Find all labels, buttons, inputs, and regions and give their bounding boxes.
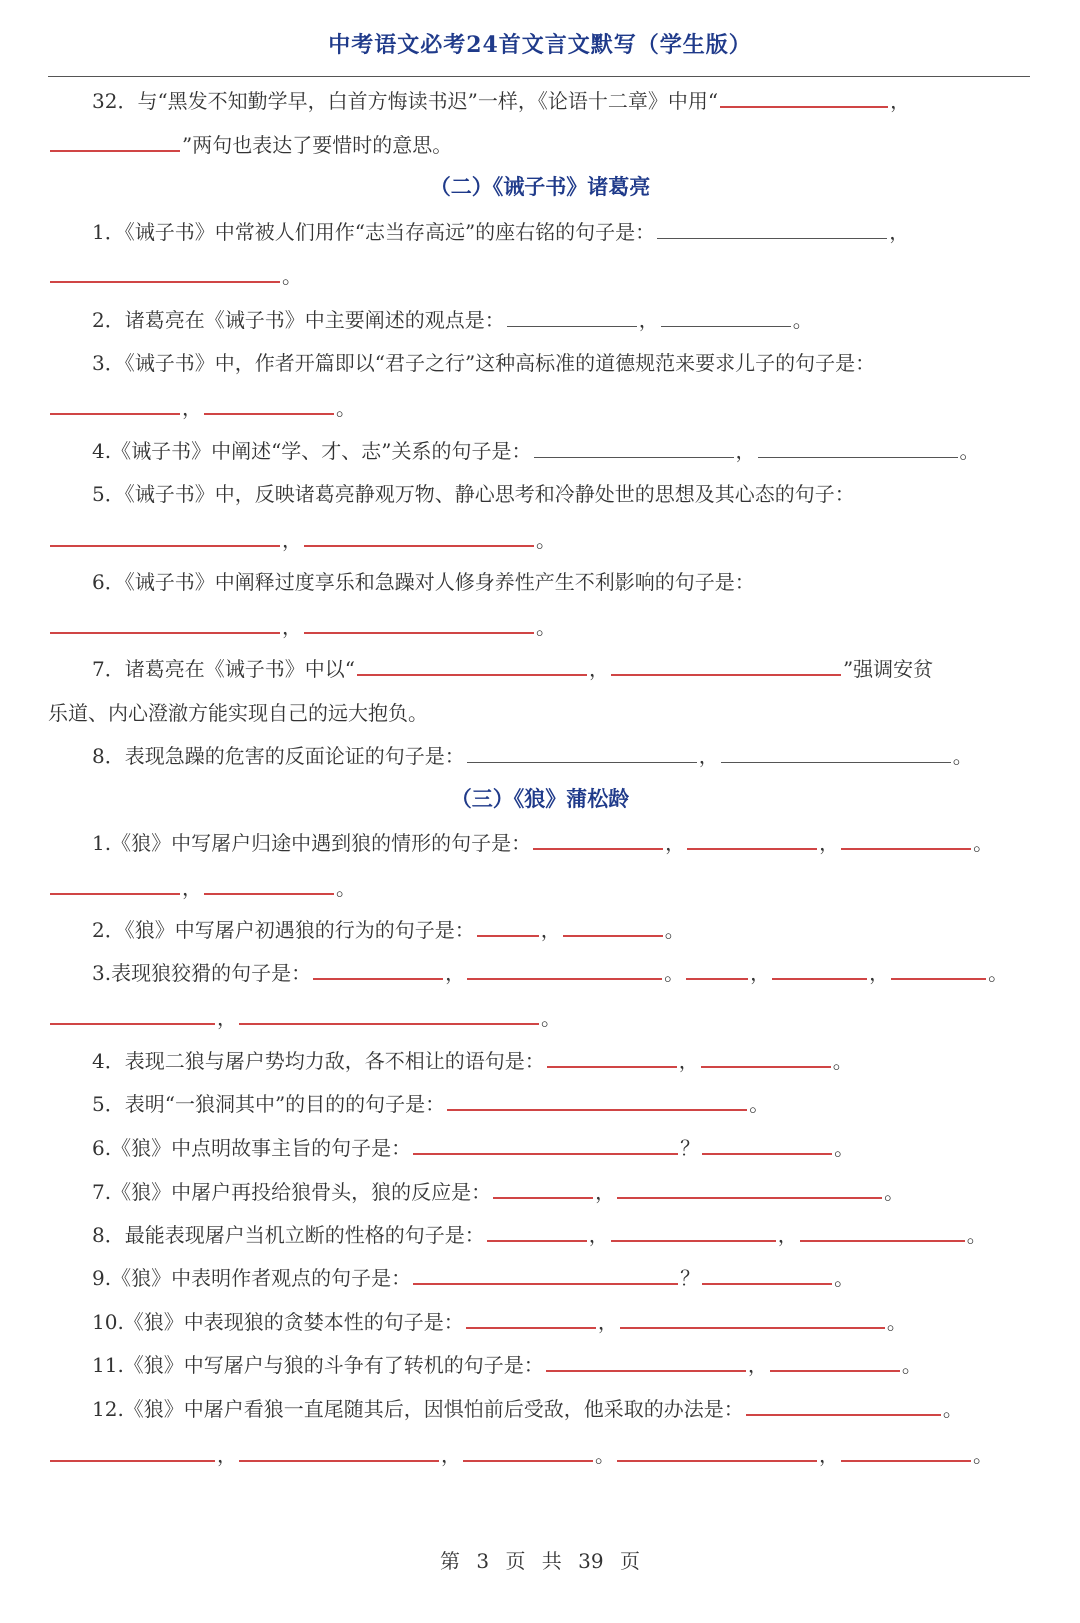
answer-blank[interactable] <box>487 1222 587 1242</box>
punct: ， <box>595 1180 616 1204</box>
question-text: 12.《狼》中屠户看狼一直尾随其后，因惧怕前后受敌，他采取的办法是： <box>92 1397 744 1421</box>
s3-question-5 <box>48 1089 1030 1119</box>
s2-question-3-cont <box>48 393 1030 423</box>
punct: ？ <box>680 1136 701 1160</box>
answer-blank[interactable] <box>467 960 662 980</box>
answer-blank[interactable] <box>770 1352 900 1372</box>
s2-question-7 <box>48 654 1030 684</box>
answer-blank[interactable] <box>701 1048 831 1068</box>
answer-blank[interactable] <box>493 1179 593 1199</box>
answer-blank[interactable] <box>239 1442 439 1462</box>
answer-blank[interactable] <box>313 960 443 980</box>
question-text: 32．与“黑发不知勤学早，白首方悔读书迟”一样，《论语十二章》中用“ <box>92 89 719 113</box>
question-text: 8．表现急躁的危害的反面论证的句子是： <box>92 744 465 768</box>
answer-blank[interactable] <box>466 1309 596 1329</box>
s3-question-11 <box>48 1350 1030 1380</box>
answer-blank[interactable] <box>758 439 958 458</box>
page-header-title: 中考语文必考24首文言文默写（学生版） <box>328 32 752 58</box>
answer-blank[interactable] <box>661 308 791 327</box>
s2-question-5-cont <box>48 525 1030 555</box>
answer-blank[interactable] <box>507 308 637 327</box>
s3-question-8 <box>48 1220 1030 1250</box>
answer-blank[interactable] <box>547 1048 677 1068</box>
punct: ， <box>819 831 840 855</box>
answer-blank[interactable] <box>533 830 663 850</box>
punct: ， <box>597 1310 618 1334</box>
answer-blank[interactable] <box>204 395 334 415</box>
answer-blank[interactable] <box>447 1091 747 1111</box>
punct: ， <box>540 918 561 942</box>
section-3-title: （三）《狼》蒲松龄 <box>450 786 630 811</box>
punct: 。 <box>988 961 1009 985</box>
punct: ， <box>750 961 771 985</box>
s3-question-1-cont <box>48 873 1030 903</box>
answer-blank[interactable] <box>50 527 280 547</box>
s3-question-12-cont <box>48 1440 1030 1470</box>
punct: 。 <box>952 744 973 768</box>
answer-blank[interactable] <box>304 614 534 634</box>
answer-blank[interactable] <box>617 1179 882 1199</box>
punct: ， <box>588 1223 609 1247</box>
punct: ？ <box>680 1266 701 1290</box>
header-divider <box>48 76 1030 77</box>
answer-blank[interactable] <box>413 1265 678 1285</box>
answer-blank[interactable] <box>463 1442 593 1462</box>
punct: 。 <box>664 961 685 985</box>
punct: ， <box>735 439 756 463</box>
question-text: 5．表明“一狼洞其中”的目的的句子是： <box>92 1092 446 1116</box>
punct: 。 <box>884 1180 905 1204</box>
punct: 。 <box>942 1397 963 1421</box>
punct: 。 <box>749 1092 770 1116</box>
s2-question-1 <box>48 217 1030 247</box>
punct: ， <box>889 220 910 244</box>
punct: ， <box>890 89 911 113</box>
question-32-line1 <box>48 86 1030 116</box>
punct: 。 <box>336 396 356 420</box>
punct: 。 <box>536 528 556 552</box>
punct: 。 <box>536 615 556 639</box>
question-text: 1.《狼》中写屠户归途中遇到狼的情形的句子是： <box>92 831 532 855</box>
punct: 。 <box>792 308 813 332</box>
question-text: 6.《狼》中点明故事主旨的句子是： <box>92 1136 412 1160</box>
answer-blank[interactable] <box>467 744 697 763</box>
answer-blank[interactable] <box>413 1135 678 1155</box>
answer-blank[interactable] <box>617 1442 817 1462</box>
question-text: ”两句也表达了要惜时的意思。 <box>182 133 453 157</box>
answer-blank[interactable] <box>800 1222 965 1242</box>
question-text: 乐道、内心澄澈方能实现自己的远大抱负。 <box>48 701 428 725</box>
answer-blank[interactable] <box>702 1135 832 1155</box>
punct: ， <box>588 657 609 681</box>
question-text: 4．表现二狼与屠户势均力敌，各不相让的语句是： <box>92 1049 545 1073</box>
s3-question-4 <box>48 1046 1030 1076</box>
answer-blank[interactable] <box>721 744 951 763</box>
punct: 。 <box>664 918 685 942</box>
answer-blank[interactable] <box>746 1396 941 1416</box>
question-text: 2．《狼》中写屠户初遇狼的行为的句子是： <box>92 918 475 942</box>
s2-question-6 <box>48 567 1030 597</box>
question-text: 5．《诫子书》中，反映诸葛亮静观万物、静心思考和冷静处世的思想及其心态的句子： <box>92 482 855 506</box>
s2-question-5 <box>48 479 1030 509</box>
answer-blank[interactable] <box>841 830 971 850</box>
punct: ， <box>665 831 686 855</box>
punct: ， <box>182 396 202 420</box>
answer-blank[interactable] <box>50 395 180 415</box>
s3-question-7 <box>48 1177 1030 1207</box>
s3-question-12 <box>48 1394 1030 1424</box>
punct: ， <box>445 961 466 985</box>
answer-blank[interactable] <box>772 960 867 980</box>
punct: 。 <box>832 1049 853 1073</box>
answer-blank[interactable] <box>720 88 888 108</box>
punct: 。 <box>336 876 356 900</box>
question-text: 7.《狼》中屠户再投给狼骨头，狼的反应是： <box>92 1180 492 1204</box>
punct: ， <box>217 1443 237 1467</box>
answer-blank[interactable] <box>50 1442 215 1462</box>
punct: ， <box>819 1443 839 1467</box>
question-text: 3.表现狼狡猾的句子是： <box>92 961 312 985</box>
question-text: 1．《诫子书》中常被人们用作“志当存高远”的座右铭的句子是： <box>92 220 656 244</box>
question-text: 4.《诫子书》中阐述“学、才、志”关系的句子是： <box>92 439 532 463</box>
answer-blank[interactable] <box>50 1005 215 1025</box>
punct: ， <box>282 528 302 552</box>
answer-blank[interactable] <box>50 614 280 634</box>
answer-blank[interactable] <box>687 830 817 850</box>
punct: ， <box>678 1049 699 1073</box>
answer-blank[interactable] <box>50 263 280 283</box>
page-number: 第 3 页 共 39 页 <box>440 1549 640 1573</box>
answer-blank[interactable] <box>891 960 986 980</box>
answer-blank[interactable] <box>204 875 334 895</box>
s2-question-3 <box>48 348 1030 378</box>
punct: 。 <box>966 1223 987 1247</box>
punct: ， <box>747 1353 768 1377</box>
s3-question-2 <box>48 915 1030 945</box>
question-32-line2 <box>48 130 1030 160</box>
punct: 。 <box>282 264 302 288</box>
answer-blank[interactable] <box>686 960 748 980</box>
answer-blank[interactable] <box>239 1005 539 1025</box>
question-text: 2．诸葛亮在《诫子书》中主要阐述的观点是： <box>92 308 505 332</box>
answer-blank[interactable] <box>563 917 663 937</box>
question-text: 9.《狼》中表明作者观点的句子是： <box>92 1266 412 1290</box>
s2-question-4 <box>48 436 1030 466</box>
punct: ， <box>638 308 659 332</box>
question-text: 10.《狼》中表现狼的贪婪本性的句子是： <box>92 1310 464 1334</box>
s2-question-7-cont <box>48 698 1030 728</box>
punct: 。 <box>959 439 980 463</box>
question-text: 6．《诫子书》中阐释过度享乐和急躁对人修身养性产生不利影响的句子是： <box>92 570 755 594</box>
answer-blank[interactable] <box>50 132 180 152</box>
question-text: ”强调安贫 <box>842 657 934 681</box>
answer-blank[interactable] <box>620 1309 885 1329</box>
answer-blank[interactable] <box>657 220 887 239</box>
answer-blank[interactable] <box>702 1265 832 1285</box>
punct: 。 <box>834 1136 855 1160</box>
section-2-title: （二）《诫子书》诸葛亮 <box>429 174 651 199</box>
question-text: 11.《狼》中写屠户与狼的斗争有了转机的句子是： <box>92 1353 544 1377</box>
question-text: 7．诸葛亮在《诫子书》中以“ <box>92 657 355 681</box>
punct: ， <box>441 1443 461 1467</box>
punct: ， <box>777 1223 798 1247</box>
answer-blank[interactable] <box>357 656 587 676</box>
s2-question-2 <box>48 305 1030 335</box>
answer-blank[interactable] <box>304 527 534 547</box>
s3-question-1 <box>48 828 1030 858</box>
punct: ， <box>698 744 719 768</box>
punct: ， <box>282 615 302 639</box>
s3-question-6 <box>48 1133 1030 1163</box>
answer-blank[interactable] <box>50 875 180 895</box>
s2-question-1-cont <box>48 261 1030 291</box>
punct: 。 <box>973 1443 993 1467</box>
punct: 。 <box>886 1310 907 1334</box>
s3-question-3-cont <box>48 1003 1030 1033</box>
s2-question-6-cont <box>48 612 1030 642</box>
s3-question-10 <box>48 1307 1030 1337</box>
punct: 。 <box>595 1443 615 1467</box>
answer-blank[interactable] <box>841 1442 971 1462</box>
punct: ， <box>869 961 890 985</box>
punct: 。 <box>973 831 994 855</box>
punct: ， <box>182 876 202 900</box>
answer-blank[interactable] <box>611 1222 776 1242</box>
s2-question-8 <box>48 741 1030 771</box>
answer-blank[interactable] <box>477 917 539 937</box>
answer-blank[interactable] <box>611 656 841 676</box>
s3-question-3 <box>48 958 1030 988</box>
question-text: 3．《诫子书》中，作者开篇即以“君子之行”这种高标准的道德规范来要求儿子的句子是： <box>92 351 876 375</box>
answer-blank[interactable] <box>534 439 734 458</box>
punct: ， <box>217 1006 237 1030</box>
question-text: 8．最能表现屠户当机立断的性格的句子是： <box>92 1223 485 1247</box>
punct: 。 <box>834 1266 855 1290</box>
answer-blank[interactable] <box>546 1352 746 1372</box>
punct: 。 <box>541 1006 561 1030</box>
punct: 。 <box>901 1353 922 1377</box>
s3-question-9 <box>48 1263 1030 1293</box>
